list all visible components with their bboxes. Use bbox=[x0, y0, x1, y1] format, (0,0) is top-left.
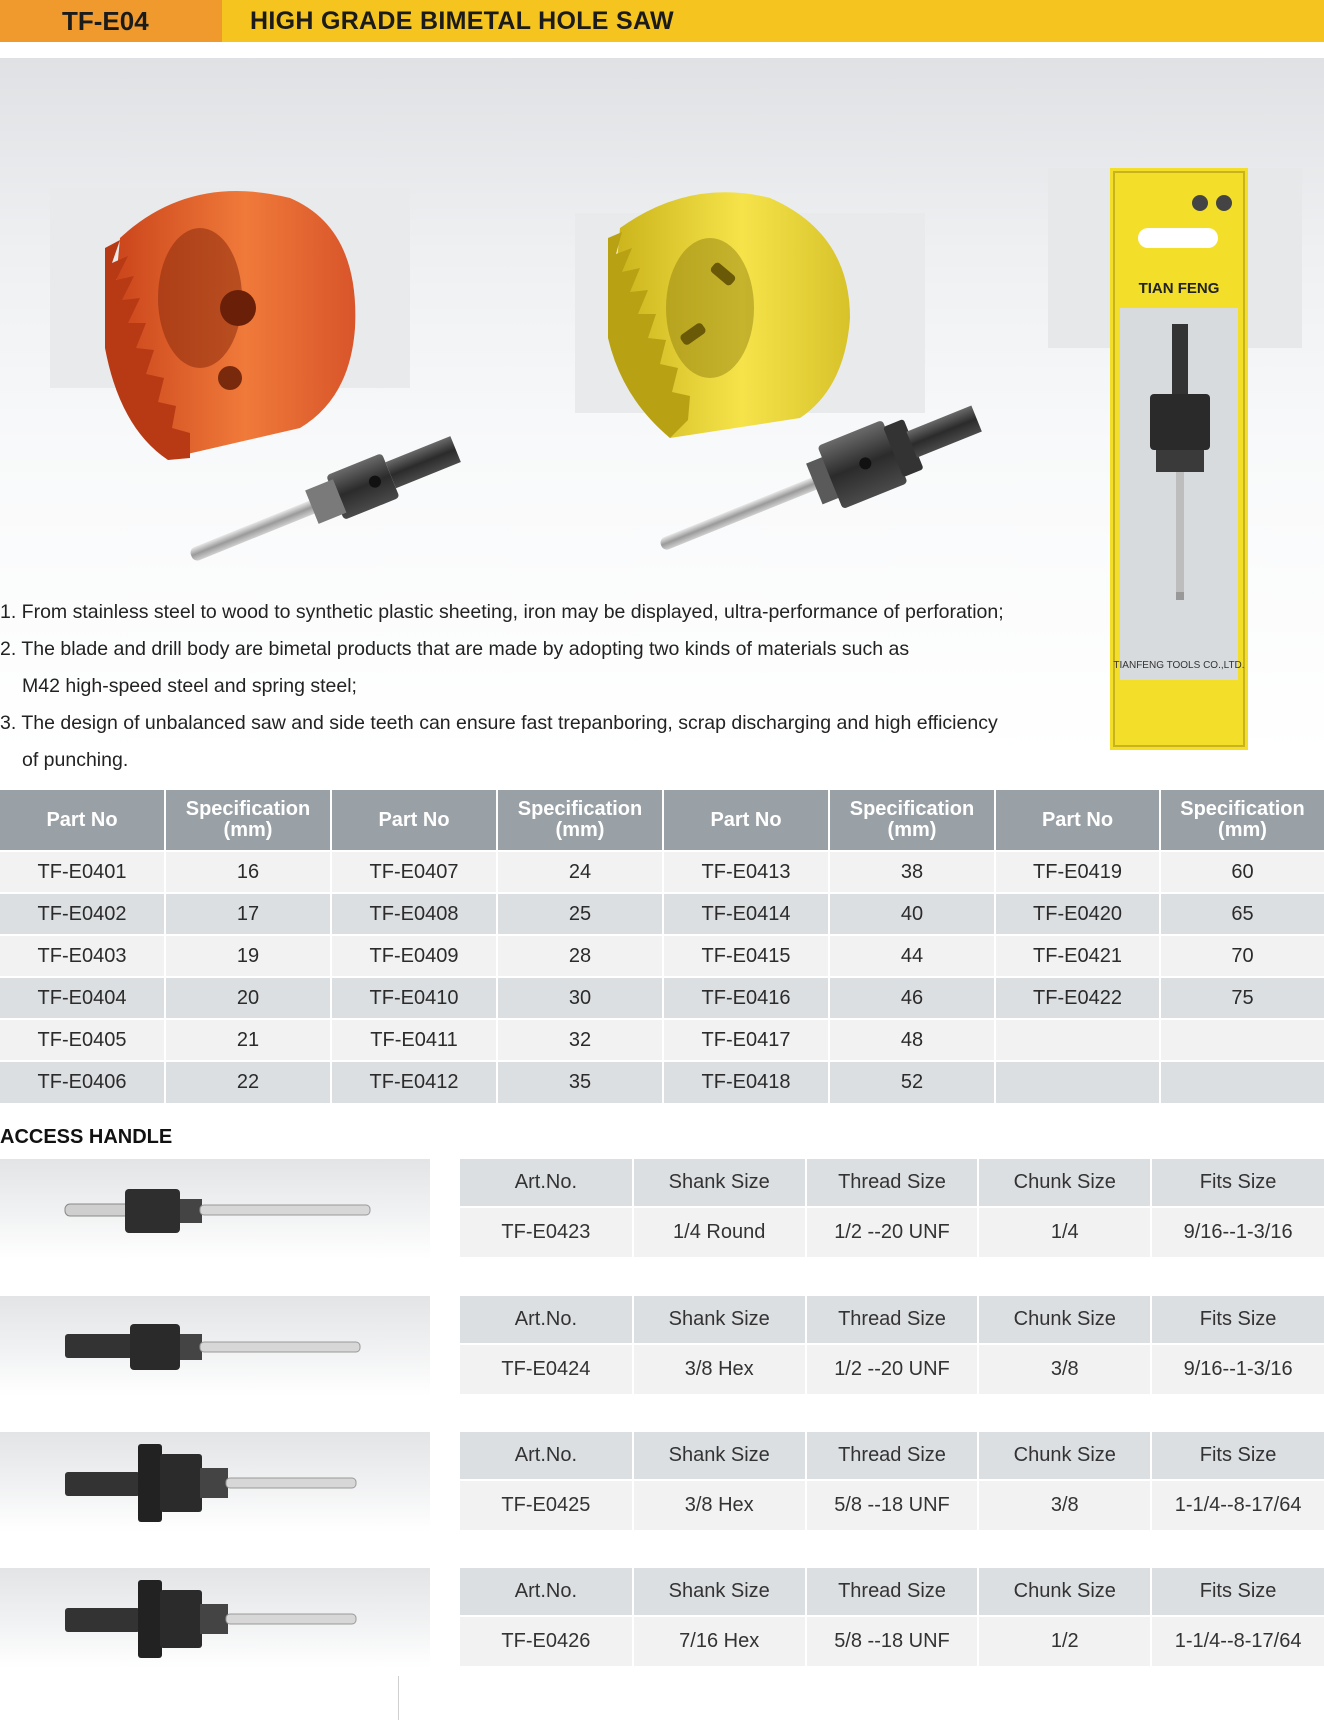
part-no-cell: TF-E0419 bbox=[995, 851, 1160, 893]
art-no-cell: TF-E0426 bbox=[460, 1616, 633, 1666]
feature-line: 2. The blade and drill body are bimetal products that are made by adopting two kinds of materials such as bbox=[0, 638, 910, 660]
spec-cell: 44 bbox=[829, 935, 995, 977]
feature-line: 1. From stainless steel to wood to synthetic plastic sheeting, iron may be displayed, ultra-performance of perforation; bbox=[0, 601, 1004, 623]
part-no-cell: TF-E0408 bbox=[331, 893, 497, 935]
col-header: Thread Size bbox=[806, 1159, 979, 1207]
col-header: Thread Size bbox=[806, 1568, 979, 1616]
part-no-cell: TF-E0404 bbox=[0, 977, 165, 1019]
art-no-cell: TF-E0425 bbox=[460, 1480, 633, 1530]
arbor-header-row bbox=[460, 1159, 1324, 1207]
yellow-hole-saw-image bbox=[560, 138, 1040, 598]
spec-cell: 28 bbox=[497, 935, 663, 977]
fits-size-cell: 1-1/4--8-17/64 bbox=[1151, 1616, 1324, 1666]
part-no-cell bbox=[995, 1019, 1160, 1061]
feature-line: M42 high-speed steel and spring steel; bbox=[22, 675, 357, 697]
col-header: Part No bbox=[331, 790, 497, 851]
spec-cell: 65 bbox=[1160, 893, 1324, 935]
col-header: Fits Size bbox=[1151, 1296, 1324, 1344]
part-no-cell: TF-E0416 bbox=[663, 977, 829, 1019]
table-row bbox=[0, 977, 1324, 1019]
spec-cell: 21 bbox=[165, 1019, 331, 1061]
col-header: Chunk Size bbox=[978, 1159, 1151, 1207]
part-no-cell: TF-E0407 bbox=[331, 851, 497, 893]
table-row bbox=[0, 851, 1324, 893]
part-no-cell: TF-E0413 bbox=[663, 851, 829, 893]
art-no-cell: TF-E0423 bbox=[460, 1207, 633, 1257]
orange-hole-saw-image bbox=[50, 128, 550, 598]
part-no-cell: TF-E0415 bbox=[663, 935, 829, 977]
arbor-image bbox=[0, 1296, 430, 1396]
spec-cell bbox=[1160, 1061, 1324, 1103]
access-handle-title: ACCESS HANDLE bbox=[0, 1126, 173, 1148]
spec-cell: 38 bbox=[829, 851, 995, 893]
spec-cell: 17 bbox=[165, 893, 331, 935]
part-no-cell: TF-E0422 bbox=[995, 977, 1160, 1019]
arbor-drawing bbox=[0, 1568, 430, 1668]
thread-size-cell: 1/2 --20 UNF bbox=[806, 1344, 979, 1394]
table-row bbox=[0, 893, 1324, 935]
arbor-drawing bbox=[0, 1159, 430, 1259]
thread-size-cell: 5/8 --18 UNF bbox=[806, 1616, 979, 1666]
col-header: Specification (mm) bbox=[497, 790, 663, 851]
col-header: Art.No. bbox=[460, 1432, 633, 1480]
thread-size-cell: 5/8 --18 UNF bbox=[806, 1480, 979, 1530]
table-row bbox=[460, 1344, 1324, 1394]
table-row bbox=[460, 1207, 1324, 1257]
page-title: HIGH GRADE BIMETAL HOLE SAW bbox=[250, 7, 674, 35]
part-no-cell: TF-E0409 bbox=[331, 935, 497, 977]
shank-size-cell: 3/8 Hex bbox=[633, 1344, 806, 1394]
package-brand: TIAN FENG bbox=[1138, 280, 1220, 297]
arbor-header-row bbox=[460, 1296, 1324, 1344]
spec-cell: 20 bbox=[165, 977, 331, 1019]
spec-cell: 35 bbox=[497, 1061, 663, 1103]
arbor-image bbox=[0, 1432, 430, 1532]
arbor-drawing bbox=[0, 1296, 430, 1396]
part-no-cell: TF-E0417 bbox=[663, 1019, 829, 1061]
part-no-cell bbox=[995, 1061, 1160, 1103]
col-header: Part No bbox=[0, 790, 165, 851]
package-company: TIANFENG TOOLS CO.,LTD. bbox=[1113, 660, 1245, 671]
product-code: TF-E04 bbox=[62, 6, 149, 36]
col-header: Shank Size bbox=[633, 1432, 806, 1480]
arbor-drawing bbox=[0, 1432, 430, 1532]
col-header: Part No bbox=[663, 790, 829, 851]
spec-table bbox=[0, 790, 1324, 1103]
arbor-spec-table bbox=[460, 1296, 1324, 1394]
spec-cell: 24 bbox=[497, 851, 663, 893]
col-header: Specification (mm) bbox=[1160, 790, 1324, 851]
col-header: Shank Size bbox=[633, 1296, 806, 1344]
table-row bbox=[0, 935, 1324, 977]
header-bar bbox=[0, 0, 1324, 42]
part-no-cell: TF-E0411 bbox=[331, 1019, 497, 1061]
spec-cell: 60 bbox=[1160, 851, 1324, 893]
fits-size-cell: 9/16--1-3/16 bbox=[1151, 1207, 1324, 1257]
spec-cell: 70 bbox=[1160, 935, 1324, 977]
feature-line: of punching. bbox=[22, 749, 129, 771]
divider-line bbox=[398, 1676, 399, 1720]
part-no-cell: TF-E0412 bbox=[331, 1061, 497, 1103]
arbor-image bbox=[0, 1159, 430, 1259]
col-header: Specification (mm) bbox=[829, 790, 995, 851]
feature-list bbox=[0, 594, 1080, 779]
part-no-cell: TF-E0406 bbox=[0, 1061, 165, 1103]
col-header: Art.No. bbox=[460, 1568, 633, 1616]
chunk-size-cell: 1/4 bbox=[978, 1207, 1151, 1257]
table-row bbox=[0, 1019, 1324, 1061]
spec-cell: 25 bbox=[497, 893, 663, 935]
part-no-cell: TF-E0401 bbox=[0, 851, 165, 893]
product-code-block bbox=[0, 0, 222, 42]
fits-size-cell: 1-1/4--8-17/64 bbox=[1151, 1480, 1324, 1530]
chunk-size-cell: 1/2 bbox=[978, 1616, 1151, 1666]
part-no-cell: TF-E0418 bbox=[663, 1061, 829, 1103]
arbor-image bbox=[0, 1568, 430, 1668]
col-header: Chunk Size bbox=[978, 1568, 1151, 1616]
part-no-cell: TF-E0414 bbox=[663, 893, 829, 935]
art-no-cell: TF-E0424 bbox=[460, 1344, 633, 1394]
spec-cell: 16 bbox=[165, 851, 331, 893]
col-header: Shank Size bbox=[633, 1159, 806, 1207]
thread-size-cell: 1/2 --20 UNF bbox=[806, 1207, 979, 1257]
shank-size-cell: 1/4 Round bbox=[633, 1207, 806, 1257]
table-row bbox=[460, 1480, 1324, 1530]
part-no-cell: TF-E0405 bbox=[0, 1019, 165, 1061]
col-header: Fits Size bbox=[1151, 1159, 1324, 1207]
spec-cell: 75 bbox=[1160, 977, 1324, 1019]
spec-header-row bbox=[0, 790, 1324, 851]
col-header: Chunk Size bbox=[978, 1296, 1151, 1344]
col-header: Part No bbox=[995, 790, 1160, 851]
fits-size-cell: 9/16--1-3/16 bbox=[1151, 1344, 1324, 1394]
col-header: Shank Size bbox=[633, 1568, 806, 1616]
arbor-header-row bbox=[460, 1432, 1324, 1480]
chunk-size-cell: 3/8 bbox=[978, 1344, 1151, 1394]
part-no-cell: TF-E0403 bbox=[0, 935, 165, 977]
shank-size-cell: 7/16 Hex bbox=[633, 1616, 806, 1666]
col-header: Thread Size bbox=[806, 1432, 979, 1480]
part-no-cell: TF-E0402 bbox=[0, 893, 165, 935]
feature-line: 3. The design of unbalanced saw and side teeth can ensure fast trepanboring, scrap discharging and high efficiency bbox=[0, 712, 998, 734]
shank-size-cell: 3/8 Hex bbox=[633, 1480, 806, 1530]
col-header: Chunk Size bbox=[978, 1432, 1151, 1480]
col-header: Art.No. bbox=[460, 1159, 633, 1207]
table-row bbox=[0, 1061, 1324, 1103]
arbor-spec-table bbox=[460, 1432, 1324, 1530]
col-header: Specification (mm) bbox=[165, 790, 331, 851]
spec-cell: 22 bbox=[165, 1061, 331, 1103]
spec-cell: 30 bbox=[497, 977, 663, 1019]
col-header: Art.No. bbox=[460, 1296, 633, 1344]
spec-cell: 48 bbox=[829, 1019, 995, 1061]
col-header: Fits Size bbox=[1151, 1432, 1324, 1480]
arbor-spec-table bbox=[460, 1568, 1324, 1666]
part-no-cell: TF-E0410 bbox=[331, 977, 497, 1019]
chunk-size-cell: 3/8 bbox=[978, 1480, 1151, 1530]
spec-cell bbox=[1160, 1019, 1324, 1061]
spec-cell: 46 bbox=[829, 977, 995, 1019]
table-row bbox=[460, 1616, 1324, 1666]
col-header: Thread Size bbox=[806, 1296, 979, 1344]
spec-cell: 32 bbox=[497, 1019, 663, 1061]
spec-cell: 19 bbox=[165, 935, 331, 977]
spec-cell: 40 bbox=[829, 893, 995, 935]
spec-body bbox=[0, 851, 1324, 1103]
spec-cell: 52 bbox=[829, 1061, 995, 1103]
col-header: Fits Size bbox=[1151, 1568, 1324, 1616]
arbor-spec-table bbox=[460, 1159, 1324, 1257]
arbor-header-row bbox=[460, 1568, 1324, 1616]
part-no-cell: TF-E0421 bbox=[995, 935, 1160, 977]
part-no-cell: TF-E0420 bbox=[995, 893, 1160, 935]
